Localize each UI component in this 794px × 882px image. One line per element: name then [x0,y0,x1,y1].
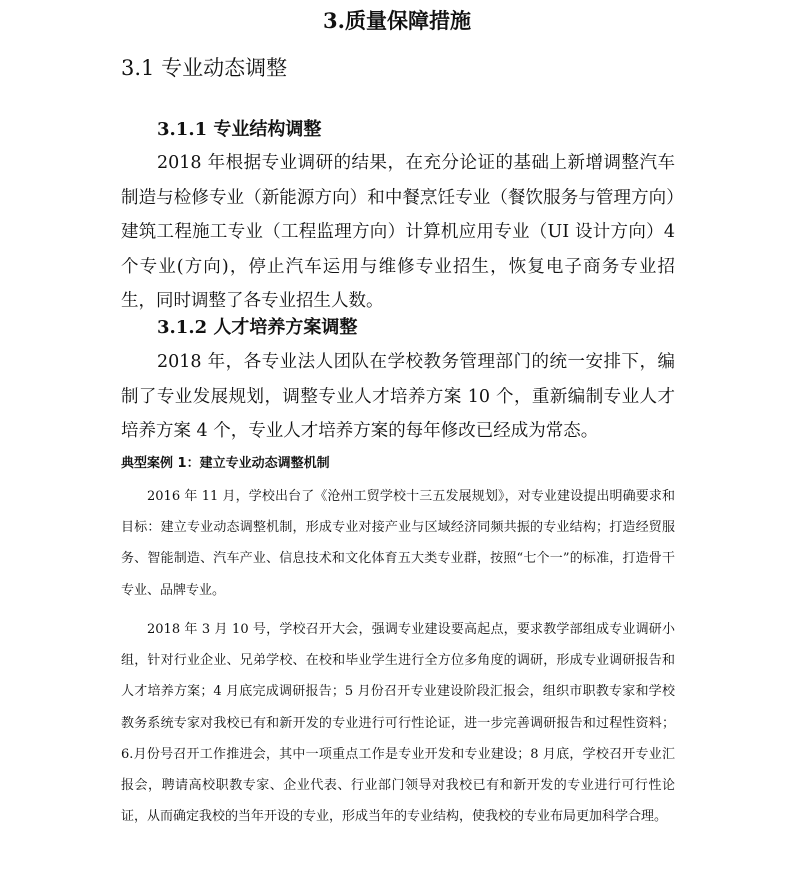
subsection-heading-structure: 3.1.1 专业结构调整 [157,119,322,140]
section-heading: 3.1 专业动态调整 [121,56,288,80]
subsection-heading-training-plan: 3.1.2 人才培养方案调整 [157,317,358,338]
case-study-title: 典型案例 1：建立专业动态调整机制 [121,456,330,471]
page-title: 3.质量保障措施 [323,8,471,33]
case-paragraph-2: 2018 年 3 月 10 号，学校召开大会，强调专业建设要高起点，要求教学部组成专业调研小组，针对行业企业、兄弟学校、在校和毕业学生进行全方位多角度的调研，形成专业调研报告和人才培养方案；4 月底完成调研报告；5 月份召开专业建设阶段汇报会，组织市职教专家和学校教务系统专家对我校已有和新开发的专业进行可行性论证，进一步完善调研报告和过程性资料；6.月份号召开工作推进会，其中一项重点工作是专业开发和专业建设；8 月底，学校召开专业汇报会，聘请高校职教专家、企业代表、行业部门领导对我校已有和新开发的专业进行可行性论证，从而确定我校的当年开设的专业，形成当年的专业结构，使我校的专业布局更加科学合理。 [121,622,675,825]
case-paragraph-1: 2016 年 11 月，学校出台了《沧州工贸学校十三五发展规划》，对专业建设提出明确要求和目标：建立专业动态调整机制，形成专业对接产业与区域经济同频共振的专业结构；打造经贸服务、智能制造、汽车产业、信息技术和文化体育五大类专业群，按照“七个一”的标准，打造骨干专业、品牌专业。 [121,489,675,598]
paragraph-training-plan: 2018 年，各专业法人团队在学校教务管理部门的统一安排下，编制了专业发展规划，调整专业人才培养方案 10 个，重新编制专业人才培养方案 4 个，专业人才培养方案的每年修改已经成为常态。 [121,352,675,441]
paragraph-structure-adjustment: 2018 年根据专业调研的结果，在充分论证的基础上新增调整汽车制造与检修专业（新能源方向）和中餐烹饪专业（餐饮服务与管理方向）建筑工程施工专业（工程监理方向）计算机应用专业（UI 设计方向）4 个专业(方向)，停止汽车运用与维修专业招生，恢复电子商务专业招生，同时调整了各专业招生人数。 [121,153,675,311]
